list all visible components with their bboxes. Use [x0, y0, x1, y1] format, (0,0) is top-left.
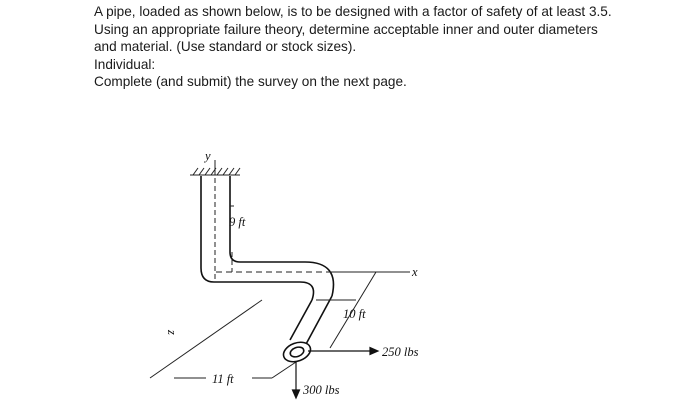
dimension-label-11ft: 11 ft	[212, 372, 234, 386]
problem-line-3: and material. (Use standard or stock sizes).	[94, 39, 357, 55]
individual-label: Individual:	[94, 56, 156, 72]
axis-label-x: x	[412, 265, 418, 279]
pipe-vertical-segment	[201, 176, 240, 282]
force-label-300: 300 lbs	[303, 383, 340, 397]
pipe-horizontal-segment	[214, 262, 333, 300]
dimension-11ft	[174, 362, 296, 378]
force-label-250: 250 lbs	[382, 345, 419, 359]
dimension-label-10ft: 10 ft	[343, 307, 366, 321]
pipe-diagonal-segment	[290, 296, 332, 346]
problem-line-1: A pipe, loaded as shown below, is to be designed with a factor of safety of at least 3.5.	[94, 4, 612, 19]
problem-line-2: Using an appropriate failure theory, determine acceptable inner and outer diameters	[94, 21, 598, 37]
dimension-label-9ft: 9 ft	[229, 215, 246, 229]
z-axis	[150, 300, 262, 378]
pipe-end	[281, 339, 313, 365]
axis-label-y: y	[205, 149, 211, 163]
survey-instruction: Complete (and submit) the survey on the next page.	[94, 74, 407, 90]
force-arrow-300	[293, 361, 300, 398]
force-arrow-250	[308, 348, 378, 355]
axis-label-z: z	[165, 330, 179, 335]
